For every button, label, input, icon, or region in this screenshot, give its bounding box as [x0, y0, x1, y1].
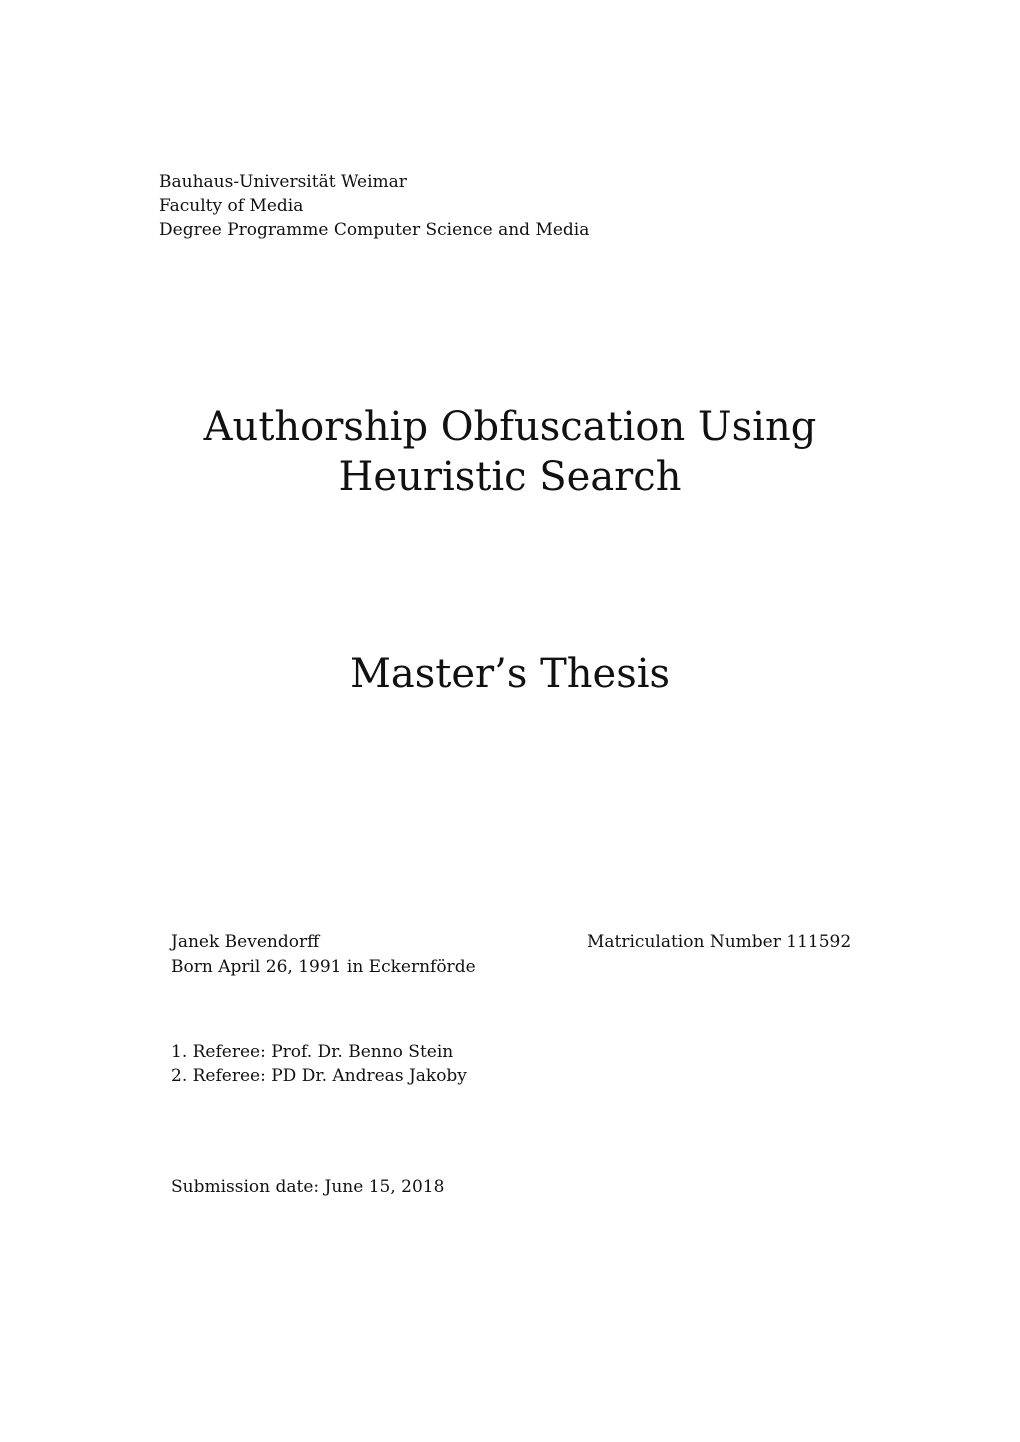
- faculty-name: Faculty of Media: [159, 196, 304, 216]
- first-referee: 1. Referee: Prof. Dr. Benno Stein: [171, 1042, 454, 1062]
- author-name: Janek Bevendorff: [171, 932, 320, 952]
- title-line-1: Authorship Obfuscation Using: [203, 404, 817, 450]
- university-name: Bauhaus-Universität Weimar: [159, 172, 407, 192]
- institution-block: [159, 170, 589, 242]
- programme-name: Degree Programme Computer Science and Media: [159, 220, 590, 240]
- thesis-title: [0, 402, 1020, 502]
- matriculation-number: Matriculation Number 111592: [587, 932, 852, 952]
- author-birth: Born April 26, 1991 in Eckernförde: [171, 957, 476, 977]
- title-line-2: Heuristic Search: [338, 454, 682, 500]
- submission-date: Submission date: June 15, 2018: [171, 1177, 445, 1197]
- thesis-type: Master’s Thesis: [349, 651, 671, 697]
- second-referee: 2. Referee: PD Dr. Andreas Jakoby: [171, 1066, 467, 1086]
- referees-block: [171, 1040, 467, 1088]
